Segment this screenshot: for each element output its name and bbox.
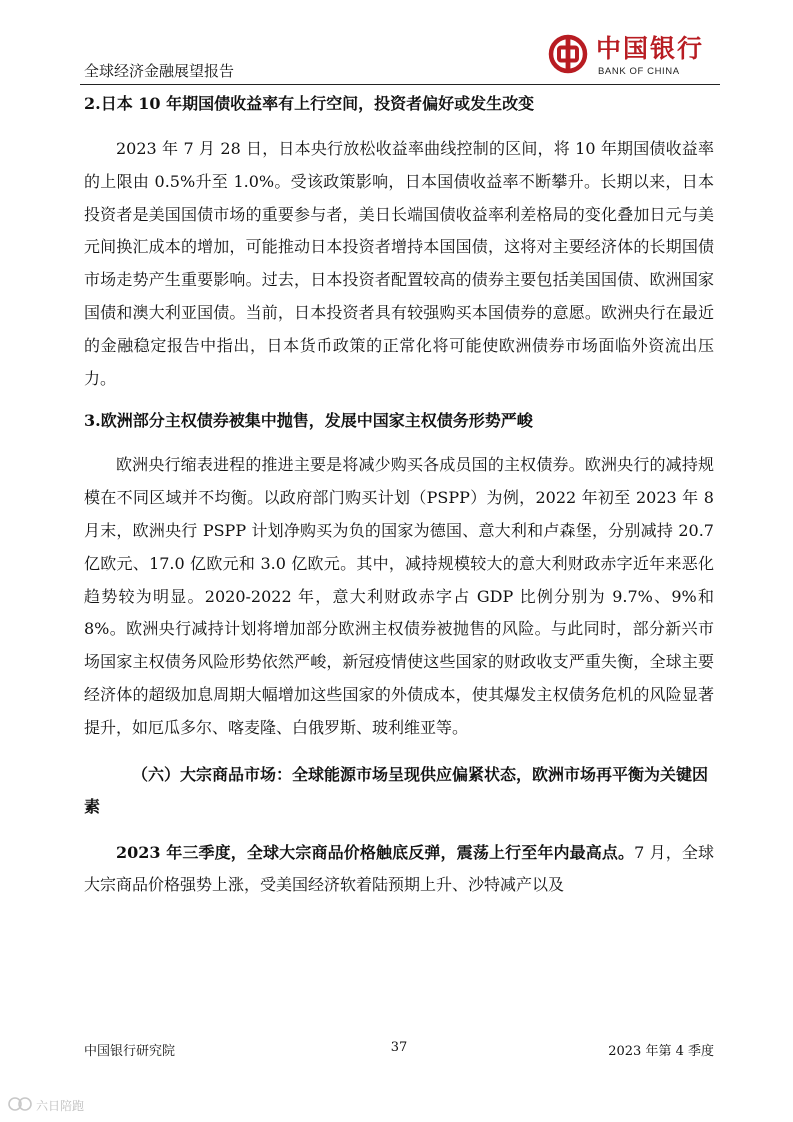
section-heading-commodities: （六）大宗商品市场：全球能源市场呈现供应偏紧状态，欧洲市场再平衡为关键因素 [84,764,709,816]
paragraph-europe-sovereign-bonds: 欧洲央行缩表进程的推进主要是将减少购买各成员国的主权债券。欧洲央行的减持规模在不同区域并不均衡。以政府部门购买计划（PSPP）为例，2022 年初至 2023 年 8 月末，欧洲央行 PSPP 计划净购买为负的国家为德国、意大利和卢森堡，分别减持 20.7 亿欧元、17.0 亿欧元和 3.0 亿欧元。其中，减持规模较大的意大利财政赤字近年来恶化趋势较为明显。2020-2022 年，意大利财政赤字占 GDP 比例分别为 9.7%、9%和 8%。欧洲央行减持计划将增加部分欧洲主权债券被抛售的风险。与此同时，部分新兴市场国家主权债务风险形势依然严峻，新冠疫情使这些国家的财政收支严重失衡，全球主要经济体的超级加息周期大幅增加这些国家的外债成本，使其爆发主权债务危机的风险显著提升，如厄瓜多尔、喀麦隆、白俄罗斯、玻利维亚等。 [84,455,714,737]
paragraph-lead-sentence: 2023 年三季度，全球大宗商品价格触底反弹，震荡上行至年内最高点。 [116,842,635,862]
bank-of-china-seal-icon [548,34,588,74]
watermark-text: 六日陪跑 [36,1099,85,1113]
page-header [80,28,720,85]
bank-logo [548,34,716,78]
footer-quarter: 2023 年第 4 季度 [608,1044,714,1059]
report-title: 全球经济金融展望报告 [84,62,235,80]
page-number: 37 [390,1040,408,1055]
logo-chinese-name: 中国银行 [596,34,705,63]
page-body [84,88,714,902]
paragraph-japan-bonds: 2023 年 7 月 28 日，日本央行放松收益率曲线控制的区间，将 10 年期国债收益率的上限由 0.5%升至 1.0%。受该政策影响，日本国债收益率不断攀升。长期以来，日本投资者是美国国债市场的重要参与者，美日长端国债收益率利差格局的变化叠加日元与美元间换汇成本的增加，可能推动日本投资者增持本国国债，这将对主要经济体的长期国债市场走势产生重要影响。过去，日本投资者配置较高的债券主要包括美国国债、欧洲国家国债和澳大利亚国债。当前，日本投资者具有较强购买本国债券的意愿。欧洲央行在最近的金融稳定报告中指出，日本货币政策的正常化将可能使欧洲债券市场面临外资流出压力。 [84,139,714,388]
section-heading-europe-sovereign-bonds: 3.欧洲部分主权债券被集中抛售，发展中国家主权债务形势严峻 [84,411,533,431]
logo-english-name: BANK OF CHINA [598,66,680,77]
section-heading-japan-bonds: 2.日本 10 年期国债收益率有上行空间，投资者偏好或发生改变 [84,94,535,113]
watermark-logo-icon [8,1095,32,1113]
page-footer [84,1040,714,1060]
paragraph-continuation: 7 月，全球大宗商品价格强势上涨，受美国经济软着陆预期上升、沙特减产以及 [84,842,714,895]
footer-institution: 中国银行研究院 [84,1044,176,1059]
paragraph-commodities [84,837,714,903]
